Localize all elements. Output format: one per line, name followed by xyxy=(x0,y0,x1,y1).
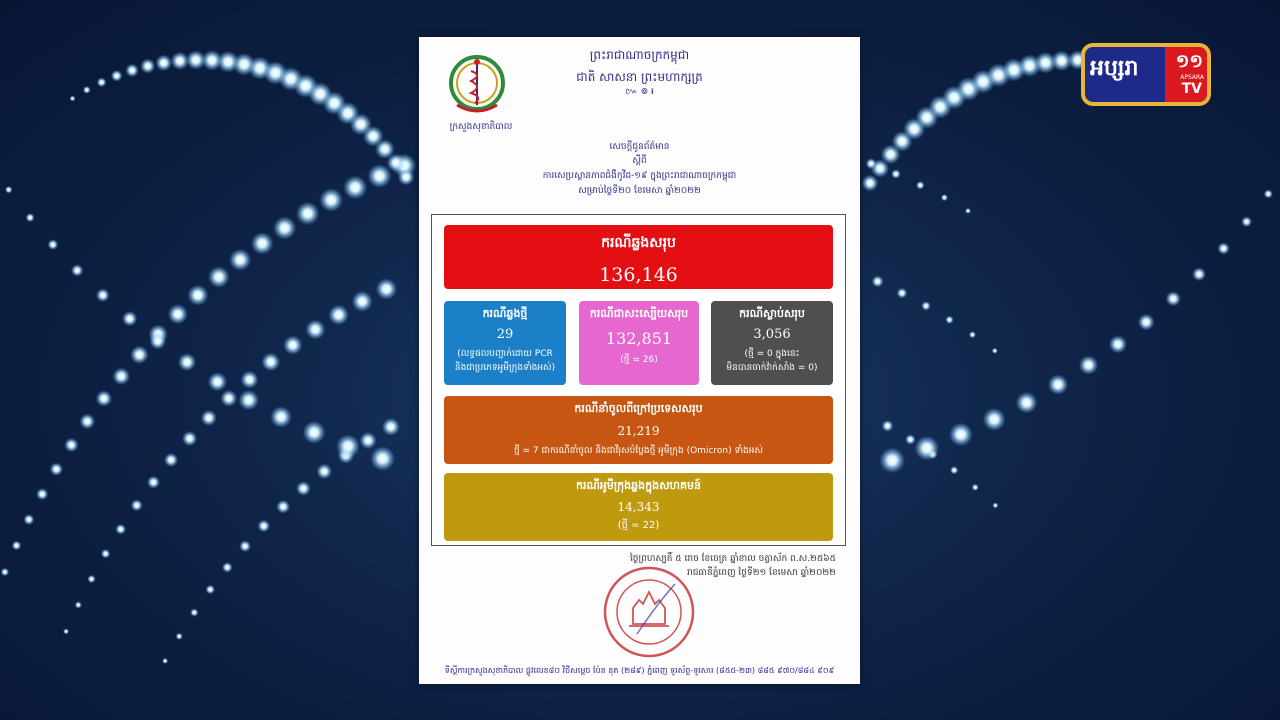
recovered-card xyxy=(579,301,699,385)
omicron-title: ករណីអូមីក្រុងឆ្លងក្នុងសហគមន៍ xyxy=(576,479,701,492)
kingdom-heading: ព្រះរាជាណាចក្រកម្ពុជា xyxy=(589,48,690,62)
new-cases-title: ករណីឆ្លងថ្មី xyxy=(482,307,528,320)
info-line: ការសេប្រស្ថានភាពជំងឺកូវីដ-១៩ ក្នុងព្រះរាជាណាចក្រកម្ពុជា xyxy=(542,171,737,181)
ornament-text: ៚ ៙ ៛ xyxy=(625,87,654,97)
logo-tv-text: TV xyxy=(1181,81,1202,97)
total-cases-title: ករណីឆ្លងសរុប xyxy=(601,235,676,251)
new-cases-card xyxy=(444,301,566,385)
total-cases-value: 136,146 xyxy=(599,264,678,286)
official-stamp-icon xyxy=(597,564,701,660)
recovered-title: ករណីជាសះស្បើយសរុប xyxy=(589,307,689,320)
info-line: សេចក្ដីជូនព័ត៌មាន xyxy=(609,142,670,152)
imported-cases-card xyxy=(444,396,833,464)
omicron-value: 14,343 xyxy=(617,500,660,514)
deaths-note: មិនបានចាក់វ៉ាក់សាំង = 0) xyxy=(726,363,818,373)
logo-channel-number: ១១ xyxy=(1175,51,1203,72)
place-date-line: រាជធានីភ្នំពេញ ថ្ងៃទី២១ ខែមេសា ឆ្នាំ២០២២ xyxy=(687,568,836,578)
logo-brand-text: APSARA xyxy=(1180,74,1204,81)
recovered-value: 132,851 xyxy=(605,329,673,348)
recovered-note: (ថ្មី = 26) xyxy=(620,355,658,365)
imported-value: 21,219 xyxy=(617,424,660,438)
deaths-note: (ថ្មី = 0 ក្នុងនេះ xyxy=(744,349,800,359)
omicron-note: (ថ្មី = 22) xyxy=(617,520,660,531)
new-cases-value: 29 xyxy=(496,327,514,342)
document-footer: ទីស្ដីការក្រសួងសុខាភិបាល ផ្លូវលេខ៨០ វិថីសម្ដេច ប៉ែន នុត (២៨៩) ភ្នំពេញ ទូរស័ព្ទ-ទូរសារ (៨៥៥-២៣) ៨៨៥ ៩៧០/៨៨៤ ៩០៩ xyxy=(444,666,835,675)
lunar-date-line: ថ្ងៃព្រហស្បតិ៍ ៥ រោច ខែចេត្រ ឆ្នាំខាល ចត្វាស័ក ព.ស.២៥៦៥ xyxy=(629,554,836,564)
apsara-tv-logo xyxy=(1081,43,1211,106)
new-cases-note: និងជាប្រភេទអូមីក្រុងទាំងអស់) xyxy=(454,363,556,373)
statistics-panel xyxy=(431,214,846,546)
deaths-title: ករណីស្លាប់សរុប xyxy=(739,307,805,320)
imported-title: ករណីនាំចូលពីក្រៅប្រទេសសរុប xyxy=(574,402,703,415)
info-line: សម្រាប់ថ្ងៃទី២០ ខែមេសា ឆ្នាំ២០២២ xyxy=(578,186,701,196)
press-release-document xyxy=(419,37,860,684)
motto-heading: ជាតិ សាសនា ព្រះមហាក្សត្រ xyxy=(576,70,703,84)
imported-note: ថ្មី = 7 ជាករណីនាំចូល និងជាវីរុសបំប្លែងថ្មី អូមីក្រុង (Omicron) ទាំងអស់ xyxy=(513,446,764,456)
total-cases-card xyxy=(444,225,833,289)
ministry-name: ក្រសួងសុខាភិបាល xyxy=(449,122,513,132)
omicron-community-card xyxy=(444,473,833,541)
new-cases-note: (លទ្ធផលបញ្ជាក់ដោយ PCR xyxy=(457,349,553,359)
deaths-card xyxy=(711,301,833,385)
ministry-emblem-icon xyxy=(447,53,507,117)
logo-khmer-text: អប្សរា xyxy=(1090,56,1139,81)
deaths-value: 3,056 xyxy=(753,327,791,342)
info-line: ស្ដីពី xyxy=(632,156,647,166)
